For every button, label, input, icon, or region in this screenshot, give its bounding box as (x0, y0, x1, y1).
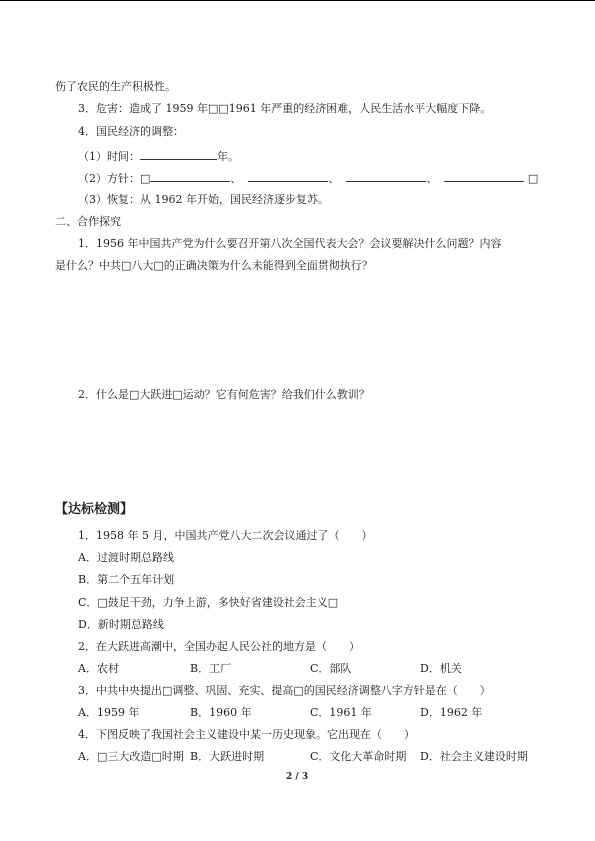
mc-4-option-a[interactable]: A．□三大改造□时期 (78, 750, 184, 763)
mc-2-option-c[interactable]: C．部队 (310, 662, 352, 675)
section-cooperation-title: 二、合作探究 (55, 215, 121, 228)
mc-3-option-b[interactable]: B．1960 年 (190, 706, 252, 719)
time-label: （1）时间： (78, 150, 140, 163)
policy-sep: 、 (230, 172, 242, 185)
mc-4-option-b[interactable]: B．大跃进时期 (190, 750, 265, 763)
adjustment-title: 4．国民经济的调整： (78, 125, 184, 138)
harm-text: 3．危害：造成了 1959 年□□1961 年严重的经济困难，人民生活水平大幅度下降。 (78, 102, 492, 115)
mc-2-option-b[interactable]: B．工厂 (190, 662, 232, 675)
policy-sep: 、 (426, 172, 438, 185)
mc-1-option-c[interactable]: C．□鼓足干劲，力争上游，多快好省建设社会主义□ (78, 596, 339, 609)
question-1-line-2: 是什么？中共□八大□的正确决策为什么未能得到全面贯彻执行？ (55, 259, 373, 272)
header-rule (0, 0, 595, 1)
mc-4-stem: 4．下图反映了我国社会主义建设中某一历史现象。它出现在（ ） (78, 728, 415, 741)
recovery-text: （3）恢复：从 1962 年开始，国民经济逐步复苏。 (78, 193, 329, 206)
question-2: 2．什么是□大跃进□运动？它有何危害？给我们什么教训？ (78, 388, 370, 401)
question-1-line-1: 1．1956 年中国共产党为什么要召开第八次全国代表大会？会议要解决什么问题？内容 (78, 237, 502, 250)
mc-1-option-a[interactable]: A．过渡时期总路线 (78, 551, 174, 564)
mc-3-option-a[interactable]: A．1959 年 (78, 706, 140, 719)
mc-1-stem: 1．1958 年 5 月，中国共产党八大二次会议通过了（ ） (78, 529, 373, 542)
time-row (78, 148, 239, 164)
time-blank[interactable] (140, 148, 217, 160)
policy-blank-2[interactable] (248, 170, 328, 182)
time-suffix: 年。 (217, 150, 239, 163)
mc-4-option-c[interactable]: C．文化大革命时期 (310, 750, 407, 763)
policy-blank-4[interactable] (444, 170, 524, 182)
mc-2-option-a[interactable]: A．农村 (78, 662, 119, 675)
mc-2-option-d[interactable]: D．机关 (420, 662, 462, 675)
mc-1-option-b[interactable]: B．第二个五年计划 (78, 573, 175, 586)
mc-2-stem: 2．在大跃进高潮中，全国办起人民公社的地方是（ ） (78, 640, 360, 653)
section-test-title: 【达标检测】 (55, 502, 134, 517)
policy-label: （2）方针：□ (78, 172, 151, 185)
page-number: 2 / 3 (286, 772, 309, 782)
mc-1-option-d[interactable]: D．新时期总路线 (78, 618, 164, 631)
policy-blank-3[interactable] (346, 170, 426, 182)
policy-row (78, 170, 538, 186)
mc-4-option-d[interactable]: D．社会主义建设时期 (420, 750, 528, 763)
mc-3-option-c[interactable]: C．1961 年 (310, 706, 372, 719)
mc-3-stem: 3．中共中央提出□调整、巩固、充实、提高□的国民经济调整八字方针是在（ ） (78, 684, 491, 697)
policy-sep: 、 (328, 172, 340, 185)
policy-end: □ (527, 172, 539, 185)
mc-3-option-d[interactable]: D．1962 年 (420, 706, 483, 719)
policy-blank-1[interactable] (150, 170, 230, 182)
continuation-text: 伤了农民的生产积极性。 (55, 80, 176, 93)
